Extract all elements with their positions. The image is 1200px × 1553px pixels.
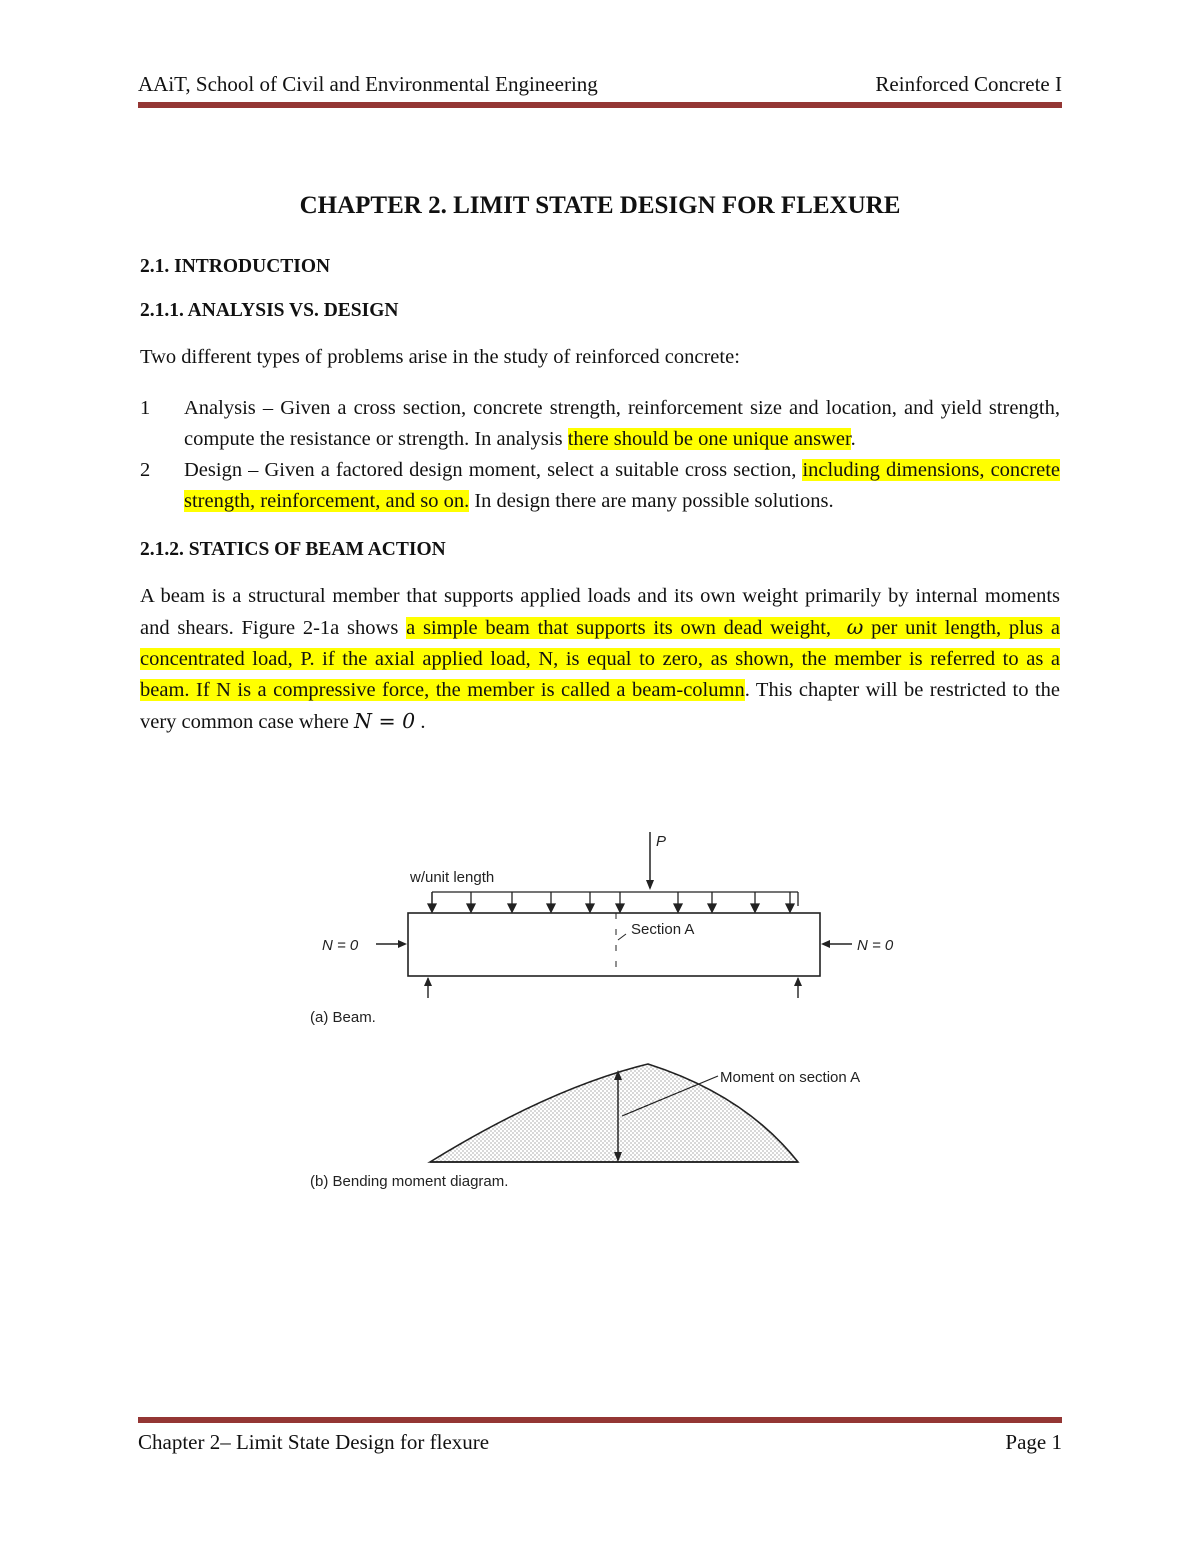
section-a-pointer [618, 934, 626, 940]
highlight: including dimensions, concrete strength, reinforcement, and so on. [184, 459, 1060, 512]
omega-symbol: ω [846, 615, 864, 639]
caption-beam: (a) Beam. [310, 1009, 376, 1026]
list-number: 1 [140, 397, 151, 419]
highlight-text: per unit length, plus a concentrated load, P. if the axial applied load, N, is equal to zero, as shown, the member is referred to as a beam. If N is a compressive force, the member is called a beam-column [140, 617, 1060, 701]
list-item [140, 393, 1060, 455]
list-text: Analysis – Given a cross section, concrete strength, reinforcement size and location, and yield strength, compute the resistance or strength. In analysis [184, 397, 1060, 450]
page-header [138, 72, 1062, 102]
section-heading-introduction: 2.1. INTRODUCTION [140, 256, 331, 277]
distributed-load-arrows [428, 892, 798, 912]
distributed-load-label: w/unit length [410, 869, 495, 886]
right-reaction-arrow [794, 977, 802, 998]
statics-text: . This chapter will be restricted to the very common case where [140, 679, 1060, 733]
axial-load-right-arrow [821, 940, 852, 948]
statics-text: . [415, 711, 426, 733]
n-left-label: N = 0 [322, 937, 359, 954]
axial-load-left-arrow [376, 940, 407, 948]
header-left: AAiT, School of Civil and Environmental Engineering [138, 72, 598, 96]
page-number: Page 1 [1005, 1430, 1062, 1454]
chapter-title: CHAPTER 2. LIMIT STATE DESIGN FOR FLEXURE [299, 192, 901, 219]
moment-label: Moment on section A [720, 1069, 861, 1086]
list-text-end: . [850, 428, 856, 450]
footer-rule [138, 1417, 1062, 1423]
list-item [140, 455, 1060, 517]
statics-text: A beam is a structural member that supports applied loads and its own weight primarily by internal moments and shears. Figure 2-1a shows [140, 585, 1060, 639]
list-text: Design – Given a factored design moment, select a suitable cross section, [184, 459, 803, 481]
header-rule [138, 102, 1062, 108]
problem-types-list [140, 393, 1060, 517]
math-expression: N = 0 [354, 709, 416, 733]
left-reaction-arrow [424, 977, 432, 998]
highlight-text: a simple beam that supports its own dead weight, [406, 617, 832, 639]
footer-left: Chapter 2– Limit State Design for flexure [138, 1430, 490, 1454]
intro-paragraph: Two different types of problems arise in the study of reinforced concrete: [140, 346, 740, 368]
point-load-arrow [646, 832, 654, 890]
n-right-label: N = 0 [857, 937, 894, 954]
p-label: P [656, 833, 667, 850]
list-text-end: In design there are many possible solutions. [469, 490, 834, 512]
page-content [140, 190, 1060, 758]
caption-moment-diagram: (b) Bending moment diagram. [310, 1173, 509, 1190]
header-right: Reinforced Concrete I [875, 72, 1062, 96]
list-number: 2 [140, 459, 151, 481]
section-a-label: Section A [631, 921, 695, 938]
subsection-heading-statics: 2.1.2. STATICS OF BEAM ACTION [140, 539, 446, 560]
page-footer [138, 1430, 1062, 1460]
beam-body [408, 913, 820, 976]
beam-figure [300, 820, 920, 1200]
highlight: there should be one unique answer [567, 428, 851, 450]
subsection-heading-analysis: 2.1.1. ANALYSIS VS. DESIGN [140, 300, 399, 321]
statics-paragraph [140, 581, 1060, 738]
